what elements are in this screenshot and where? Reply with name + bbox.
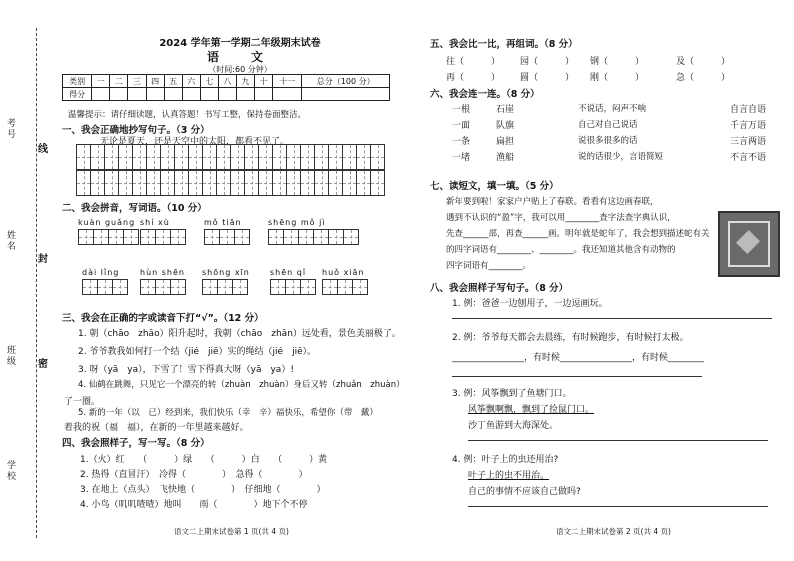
section-6-title: 六、我会连一连。（8 分） (430, 89, 540, 100)
score-header-cell: 二 (110, 75, 128, 88)
passage-line: 遇到不认识的“盈”字，我可以用________查字法查字典认识， (446, 213, 676, 223)
binding-strip (0, 0, 52, 561)
passage-line: 的四字词语有________、________。我还知道其他含有动物的 (446, 245, 676, 255)
answer-line[interactable] (452, 376, 702, 377)
score-header-cell: 十 (255, 75, 273, 88)
score-header-cell: 五 (164, 75, 182, 88)
name-label: 姓名 (5, 230, 15, 252)
score-header-cell: 十一 (273, 75, 302, 88)
writing-grid-2[interactable] (76, 170, 385, 196)
pinyin-item[interactable] (140, 268, 186, 295)
example-line: 自己的事情不应该自己做吗? (468, 487, 581, 497)
score-header-cell: 七 (200, 75, 218, 88)
score-cell[interactable] (302, 88, 390, 101)
example-line: 1. 例：爸爸一边刨用子，一边逗画玩。 (452, 299, 608, 309)
pinyin-text: shōng xīn (202, 268, 250, 277)
score-header-cell: 四 (146, 75, 164, 88)
compare-cell: 刚（ ） (590, 73, 645, 83)
compare-cell: 及（ ） (676, 57, 731, 67)
score-cell[interactable] (236, 88, 254, 101)
pinyin-text: dài lǐng (82, 268, 120, 277)
section-4-title: 四、我会照样子，写一写。（8 分） (62, 438, 210, 449)
question-line: 2. 热得（直冒汗） 冷得（ ） 急得（ ） (80, 470, 308, 480)
score-cell[interactable] (92, 88, 110, 101)
match-item[interactable]: 说的话很少，言语简短 (578, 152, 664, 162)
match-item[interactable]: 不说话，闷声不响 (578, 104, 647, 114)
answer-line[interactable] (468, 506, 768, 507)
score-header-cell: 总分（100 分） (302, 75, 390, 88)
compare-cell: 急（ ） (676, 73, 731, 83)
match-item[interactable]: 一堵 (452, 153, 471, 163)
example-line: 风筝飘啊飘，飘到了捡鼠门口。 (468, 405, 595, 415)
spring-couplet-image (718, 211, 780, 277)
class-label: 班级 (5, 345, 15, 367)
question-line: 2. 爷爷教我如何打一个结（jié jiē）实的绳结（jié jiē）。 (78, 347, 317, 357)
question-line: 了一圈。 (64, 397, 101, 407)
pinyin-item[interactable] (322, 268, 368, 295)
compare-cell: 园（ ） (520, 57, 575, 67)
pinyin-item[interactable] (202, 268, 250, 295)
match-item[interactable]: 千言万语 (730, 121, 767, 131)
question-line: 3. 呀（yā ya），下雪了！雪下得真大呀（yā ya）! (78, 365, 294, 375)
question-line: 3. 在地上（点头） 飞快地（ ） 仔细地（ ） (80, 485, 326, 495)
score-header-cell: 八 (218, 75, 236, 88)
score-cell[interactable] (146, 88, 164, 101)
pinyin-text: hùn shēn (140, 268, 185, 277)
match-item[interactable]: 一根 (452, 105, 471, 115)
writing-grid-1[interactable] (76, 144, 385, 170)
score-cell[interactable] (164, 88, 182, 101)
match-item[interactable]: 一面 (452, 121, 471, 131)
score-cell[interactable] (200, 88, 218, 101)
score-header-row (63, 75, 390, 88)
question-line: 4. 小鸟（叽叽喳喳）地叫 雨（ ）地下个不停 (80, 500, 308, 510)
score-header-cell: 类别 (63, 75, 92, 88)
passage-line: 先查______部，再查______画。明年就是蛇年了，我会想到描述蛇有关 (446, 229, 710, 239)
match-item[interactable]: 队旗 (496, 121, 515, 131)
score-row-label: 得分 (63, 88, 92, 101)
example-line: 4. 例：叶子上的虫还用治? (452, 455, 559, 465)
time-limit: （时间:60 分钟） (208, 65, 272, 74)
example-line: 3. 例：风筝飘到了鱼塘门口。 (452, 389, 572, 399)
answer-line[interactable] (452, 318, 772, 319)
match-item[interactable]: 自言自语 (730, 105, 767, 115)
match-item[interactable]: 一条 (452, 137, 471, 147)
score-header-cell: 一 (92, 75, 110, 88)
question-line: 5. 新的一年（以 已）经到来，我们快乐（幸 辛）福快乐，希望你（带 戴） (78, 408, 378, 418)
exam-number-label: 考号 (5, 118, 15, 140)
example-line: 沙丁鱼游到大海深处。 (468, 421, 559, 431)
question-line: 4. 仙鹤在跳舞，只见它一个漂亮的转（zhuàn zhuàn）身后又转（zhuǎn zhuàn） (78, 380, 405, 390)
passage-line: 四字词语有________。 (446, 261, 532, 271)
pinyin-text: huǒ xiān (322, 268, 365, 277)
fill-line[interactable]: ________________，有时候________________，有时候________ (452, 353, 705, 363)
score-cell[interactable] (273, 88, 302, 101)
match-item[interactable]: 渔船 (496, 153, 515, 163)
seal-mark-1: 线 (38, 144, 48, 155)
question-line: 1. 朝（chāo zhāo）阳升起时，我朝（chāo zhān）远处看，景色美丽极了。 (78, 329, 401, 339)
match-item[interactable]: 石崖 (496, 105, 515, 115)
school-label: 学校 (5, 460, 15, 482)
section-1-title: 一、我会正确地抄写句子。（3 分） (62, 125, 210, 136)
score-cell[interactable] (182, 88, 200, 101)
tip-text: 温馨提示：请仔细读题，认真答题！书写工整，保持卷面整洁。 (68, 110, 307, 120)
score-cell[interactable] (128, 88, 146, 101)
section-7-title: 七、读短文，填一填。（5 分） (430, 181, 559, 192)
score-cell[interactable] (218, 88, 236, 101)
match-item[interactable]: 自己对自己说话 (578, 120, 638, 130)
score-value-row (63, 88, 390, 101)
score-cell[interactable] (255, 88, 273, 101)
match-item[interactable]: 不言不语 (730, 153, 767, 163)
seal-mark-3: 密 (38, 359, 48, 370)
score-cell[interactable] (110, 88, 128, 101)
match-item[interactable]: 扁担 (496, 137, 515, 147)
pinyin-text: kuàn guǎng (78, 218, 136, 227)
pinyin-item[interactable] (204, 218, 250, 245)
score-header-cell: 三 (128, 75, 146, 88)
pinyin-text: shēng mǒ jì (268, 218, 326, 227)
pinyin-item[interactable] (268, 218, 359, 245)
answer-line[interactable] (468, 440, 768, 441)
compare-cell: 再（ ） (446, 73, 501, 83)
page-footer-left: 语文二上期末试卷第 1 页(共 4 页) (174, 527, 289, 536)
pinyin-item[interactable] (78, 218, 139, 245)
section-8-title: 八、我会照样子写句子。（8 分） (430, 283, 569, 294)
compare-cell: 圆（ ） (520, 73, 575, 83)
cut-line (36, 28, 37, 538)
section-5-title: 五、我会比一比，再组词。（8 分） (430, 39, 578, 50)
pinyin-text: shēn qǐ (270, 268, 307, 277)
page-footer-right: 语文二上期末试卷第 2 页(共 4 页) (556, 527, 671, 536)
exam-title: 2024 学年第一学期二年级期末试卷 (159, 38, 321, 49)
example-line: 叶子上的虫不用治。 (468, 471, 550, 481)
subject-title: 语 文 (206, 50, 273, 64)
compare-cell: 钢（ ） (590, 57, 645, 67)
question-line: 着我的祝（福 福），在新的一年里越来越好。 (64, 423, 249, 433)
score-header-cell: 六 (182, 75, 200, 88)
passage-line: 新年要到啦！家家户户贴上了春联。看看有这边画春联， (446, 197, 659, 207)
example-line: 2. 例：爷爷每天都会去晨练，有时候跑步，有时候打太极。 (452, 333, 689, 343)
section-3-title: 三、我会在正确的字或读音下打“√”。（12 分） (62, 313, 264, 324)
match-item[interactable]: 三言两语 (730, 137, 767, 147)
match-item[interactable]: 说很多很多的话 (578, 136, 638, 146)
question-line: 1.（火）红 （ ）绿 （ ）白 （ ）黄 (80, 455, 328, 465)
pinyin-item[interactable] (82, 268, 128, 295)
seal-mark-2: 封 (38, 254, 48, 265)
score-header-cell: 九 (236, 75, 254, 88)
pinyin-text: shí xù (140, 218, 170, 227)
pinyin-text: mǒ tiān (204, 218, 242, 227)
section-2-title: 二、我会拼音，写词语。（10 分） (62, 203, 207, 214)
copy-sentence: 无论是夏天，还是天空中的太阳，都看不见了。 (100, 137, 290, 147)
score-table (62, 74, 390, 101)
pinyin-item[interactable] (270, 268, 316, 295)
compare-cell: 往（ ） (446, 57, 501, 67)
pinyin-item[interactable] (140, 218, 186, 245)
